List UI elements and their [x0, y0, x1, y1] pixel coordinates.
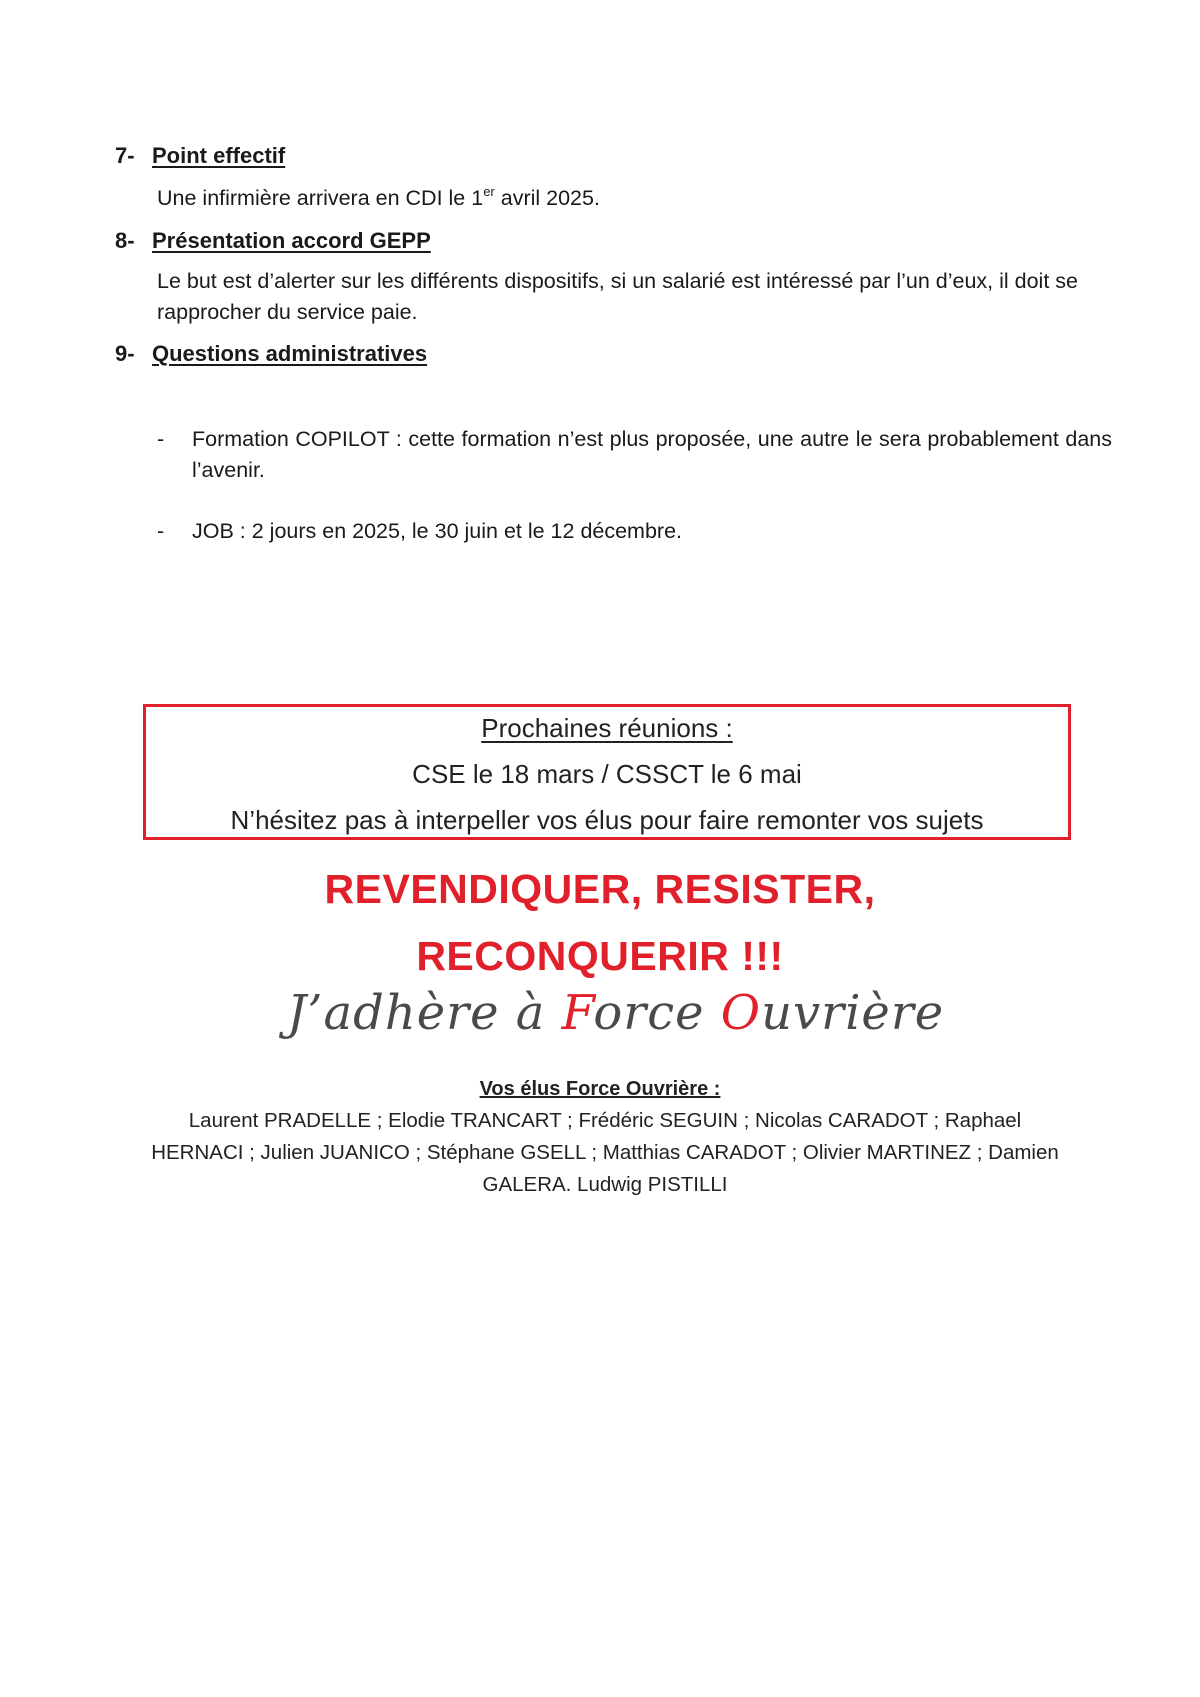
section-number: 8-: [115, 228, 135, 253]
slogan-line-2: RECONQUERIR !!!: [416, 933, 784, 979]
slogan-line-1: REVENDIQUER, RESISTER,: [324, 866, 876, 912]
section-heading-point-effectif: [115, 143, 285, 169]
section-heading-gepp: [115, 228, 431, 254]
point-effectif-paragraph: Une infirmière arrivera en CDI le 1er avril 2025.: [157, 184, 600, 210]
section-number: 7-: [115, 143, 135, 168]
elected-reps-title: Vos élus Force Ouvrière :: [479, 1078, 721, 1100]
section-title: Questions administratives: [152, 341, 428, 366]
bullet-item-copilot: [157, 424, 1112, 486]
bullet-dash: -: [157, 519, 165, 543]
section-title: Présentation accord GEPP: [152, 228, 431, 253]
section-title: Point effectif: [152, 143, 286, 168]
bullet-text: JOB : 2 jours en 2025, le 30 juin et le 12 décembre.: [192, 519, 683, 543]
bullet-text: Formation COPILOT : cette formation n’est plus proposée, une autre le sera probablement dans l’avenir.: [192, 427, 1112, 482]
section-heading-questions-administratives: [115, 341, 427, 367]
next-meetings-box: [143, 704, 1071, 840]
elected-reps-list: Laurent PRADELLE ; Elodie TRANCART ; Frédéric SEGUIN ; Nicolas CARADOT ; Raphael HERNACI ; Julien JUANICO ; Stéphane GSELL ; Matthias CARADOT ; Olivier MARTINEZ ; Damien GALERA. Ludwig PISTILLI: [151, 1109, 1059, 1196]
gepp-paragraph: Le but est d’alerter sur les différents dispositifs, si un salarié est intéressé par l’un d’eux, il doit se rapprocher du service paie.: [157, 269, 1078, 324]
section-number: 9-: [115, 341, 135, 366]
join-force-ouvriere-tagline: J’adhère à Force Ouvrière: [287, 985, 945, 1041]
next-meetings-dates: CSE le 18 mars / CSSCT le 6 mai: [412, 759, 802, 789]
bullet-dash: -: [157, 427, 165, 451]
next-meetings-title: Prochaines réunions :: [481, 713, 733, 743]
bullet-item-job: [157, 516, 1107, 547]
next-meetings-note: N’hésitez pas à interpeller vos élus pour faire remonter vos sujets: [230, 805, 984, 835]
superscript: er: [483, 184, 495, 199]
